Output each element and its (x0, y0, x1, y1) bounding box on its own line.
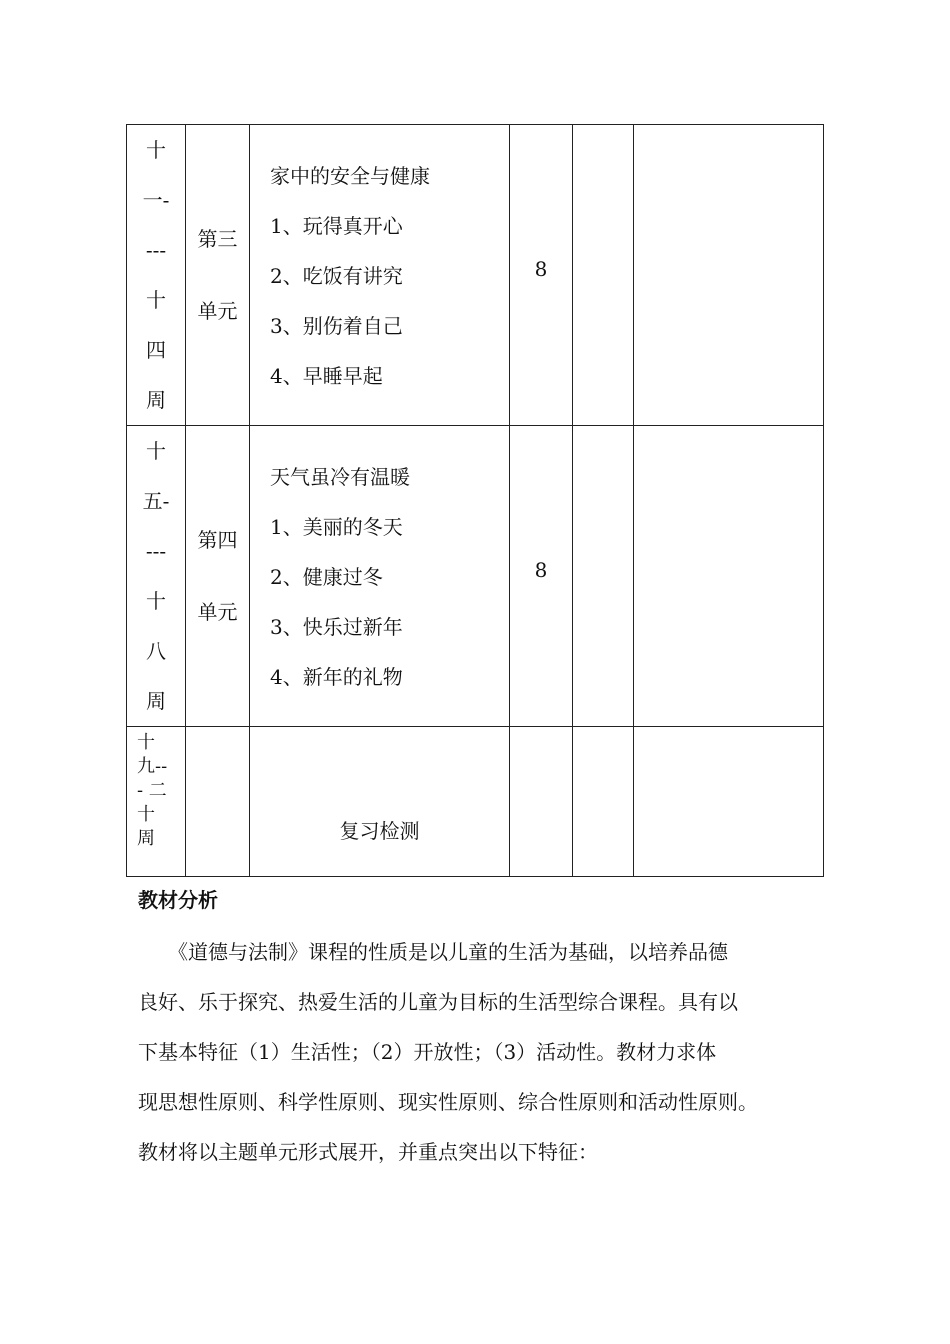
hours-value: 8 (534, 558, 548, 582)
empty-cell (634, 426, 824, 727)
hours-cell (510, 426, 573, 727)
week-line: 十 (137, 732, 155, 753)
unit-topic: 天气虽冷有温暖 (270, 465, 410, 489)
lesson-item: 3、别伤着自己 (270, 314, 403, 338)
week-line: 五- (142, 489, 170, 513)
empty-cell (573, 426, 634, 727)
week-line: 四 (146, 338, 166, 362)
week-line: 周 (146, 689, 166, 713)
unit-cell (186, 125, 250, 426)
table-row (127, 426, 824, 727)
schedule-table (126, 124, 824, 877)
week-line: 十 (146, 589, 166, 613)
lesson-item: 1、美丽的冬天 (270, 515, 403, 539)
week-line: 十 (137, 804, 155, 825)
section-heading: 教材分析 (138, 888, 218, 912)
lesson-item: 2、吃饭有讲究 (270, 264, 403, 288)
paragraph-line: 《道德与法制》课程的性质是以儿童的生活为基础，以培养品德 (138, 940, 728, 964)
lesson-item: 1、玩得真开心 (270, 214, 403, 238)
paragraph-line: 良好、乐于探究、热爱生活的儿童为目标的生活型综合课程。具有以 (138, 990, 738, 1014)
week-cell (127, 426, 186, 727)
lesson-item: 2、健康过冬 (270, 565, 383, 589)
unit-line: 第三 (197, 227, 238, 251)
lesson-item: 4、早睡早起 (270, 364, 383, 388)
week-line: 十 (146, 138, 166, 162)
table-row (127, 125, 824, 426)
topic-cell (250, 426, 510, 727)
week-line: - 二 (137, 780, 167, 801)
unit-line: 单元 (197, 600, 238, 624)
review-label: 复习检测 (339, 819, 420, 843)
unit-line: 单元 (197, 299, 238, 323)
week-line: 十 (146, 288, 166, 312)
week-line: 九-- (137, 756, 168, 777)
lesson-item: 4、新年的礼物 (270, 665, 403, 689)
paragraph-line: 下基本特征（1）生活性；（2）开放性；（3）活动性。教材力求体 (138, 1040, 717, 1064)
empty-cell (186, 727, 250, 877)
hours-cell (510, 125, 573, 426)
paragraph-line: 现思想性原则、科学性原则、现实性原则、综合性原则和活动性原则。 (138, 1090, 758, 1114)
table-row (127, 727, 824, 877)
week-line: 一- (142, 188, 170, 212)
topic-cell (250, 125, 510, 426)
empty-cell (573, 125, 634, 426)
week-line: 十 (146, 439, 166, 463)
empty-cell (573, 727, 634, 877)
unit-cell (186, 426, 250, 727)
hours-value: 8 (534, 257, 548, 281)
week-line: --- (145, 539, 167, 563)
empty-cell (634, 727, 824, 877)
unit-line: 第四 (197, 528, 238, 552)
week-cell (127, 727, 186, 877)
week-line: 周 (146, 388, 166, 412)
empty-cell (510, 727, 573, 877)
week-cell (127, 125, 186, 426)
week-line: 八 (146, 639, 166, 663)
unit-topic: 家中的安全与健康 (270, 164, 430, 188)
week-line: 周 (137, 828, 155, 849)
analysis-paragraph (138, 927, 828, 1177)
week-line: --- (145, 238, 167, 262)
review-cell (250, 727, 510, 877)
paragraph-line: 教材将以主题单元形式展开，并重点突出以下特征： (138, 1140, 598, 1164)
lesson-item: 3、快乐过新年 (270, 615, 403, 639)
empty-cell (634, 125, 824, 426)
